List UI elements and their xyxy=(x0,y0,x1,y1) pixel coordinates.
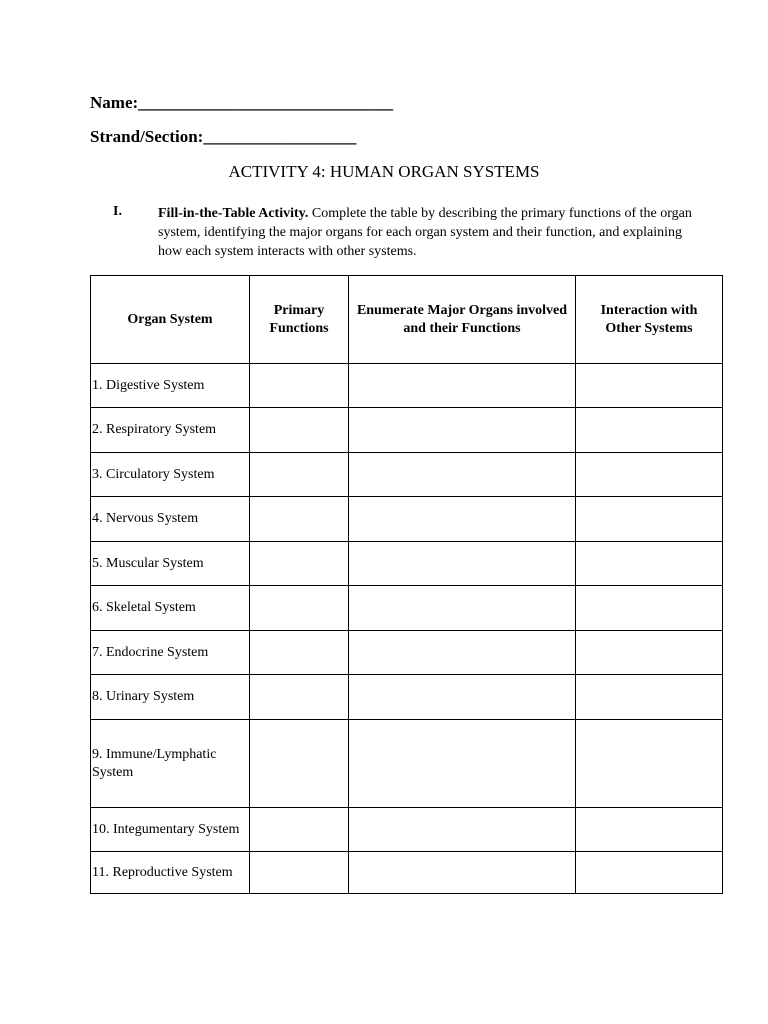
table-row xyxy=(91,808,723,852)
primary-functions-cell[interactable] xyxy=(250,497,349,542)
major-organs-cell[interactable] xyxy=(349,497,576,542)
interaction-cell[interactable] xyxy=(576,675,723,720)
organ-system-cell: 10. Integumentary System xyxy=(91,808,250,852)
organ-system-cell: 2. Respiratory System xyxy=(91,408,250,453)
interaction-cell[interactable] xyxy=(576,852,723,894)
organ-system-cell: 9. Immune/Lymphatic System xyxy=(91,720,250,808)
instruction-text: Complete the table by describing the primary functions of the organ system, identifying the major organs for each organ system and their function, and explaining how each system interacts with other systems. xyxy=(158,206,692,259)
major-organs-cell[interactable] xyxy=(349,852,576,894)
organ-system-cell: 4. Nervous System xyxy=(91,497,250,542)
interaction-cell[interactable] xyxy=(576,720,723,808)
organ-system-cell: 5. Muscular System xyxy=(91,542,250,586)
header-primary-functions: Primary Functions xyxy=(250,276,349,364)
organ-systems-table xyxy=(90,275,723,894)
strand-section-field-label: Strand/Section:__________________ xyxy=(90,127,357,146)
header-organ-system: Organ System xyxy=(91,276,250,364)
header-interaction: Interaction with Other Systems xyxy=(576,276,723,364)
primary-functions-cell[interactable] xyxy=(250,586,349,631)
instruction-number: I. xyxy=(113,204,122,219)
major-organs-cell[interactable] xyxy=(349,808,576,852)
primary-functions-cell[interactable] xyxy=(250,675,349,720)
table-row xyxy=(91,631,723,675)
primary-functions-cell[interactable] xyxy=(250,808,349,852)
table-row xyxy=(91,720,723,808)
interaction-cell[interactable] xyxy=(576,364,723,408)
major-organs-cell[interactable] xyxy=(349,720,576,808)
table-row xyxy=(91,852,723,894)
instruction-heading: Fill-in-the-Table Activity. xyxy=(158,206,309,221)
interaction-cell[interactable] xyxy=(576,586,723,631)
primary-functions-cell[interactable] xyxy=(250,720,349,808)
page-title: ACTIVITY 4: HUMAN ORGAN SYSTEMS xyxy=(228,162,540,181)
instruction-paragraph xyxy=(158,204,693,261)
major-organs-cell[interactable] xyxy=(349,586,576,631)
primary-functions-cell[interactable] xyxy=(250,364,349,408)
major-organs-cell[interactable] xyxy=(349,453,576,497)
primary-functions-cell[interactable] xyxy=(250,542,349,586)
organ-system-cell: 8. Urinary System xyxy=(91,675,250,720)
name-field-label: Name:______________________________ xyxy=(90,93,394,112)
primary-functions-cell[interactable] xyxy=(250,631,349,675)
table-header-row xyxy=(91,276,723,364)
table-row xyxy=(91,364,723,408)
interaction-cell[interactable] xyxy=(576,542,723,586)
table-row xyxy=(91,542,723,586)
primary-functions-cell[interactable] xyxy=(250,453,349,497)
major-organs-cell[interactable] xyxy=(349,675,576,720)
organ-system-cell: 3. Circulatory System xyxy=(91,453,250,497)
primary-functions-cell[interactable] xyxy=(250,852,349,894)
table-row xyxy=(91,408,723,453)
table-row xyxy=(91,675,723,720)
organ-system-cell: 11. Reproductive System xyxy=(91,852,250,894)
organ-system-cell: 1. Digestive System xyxy=(91,364,250,408)
interaction-cell[interactable] xyxy=(576,408,723,453)
table-row xyxy=(91,586,723,631)
major-organs-cell[interactable] xyxy=(349,631,576,675)
header-major-organs: Enumerate Major Organs involved and their Functions xyxy=(349,276,576,364)
organ-system-cell: 7. Endocrine System xyxy=(91,631,250,675)
table-row xyxy=(91,453,723,497)
interaction-cell[interactable] xyxy=(576,808,723,852)
major-organs-cell[interactable] xyxy=(349,364,576,408)
interaction-cell[interactable] xyxy=(576,631,723,675)
organ-system-cell: 6. Skeletal System xyxy=(91,586,250,631)
major-organs-cell[interactable] xyxy=(349,542,576,586)
interaction-cell[interactable] xyxy=(576,497,723,542)
table-row xyxy=(91,497,723,542)
interaction-cell[interactable] xyxy=(576,453,723,497)
primary-functions-cell[interactable] xyxy=(250,408,349,453)
major-organs-cell[interactable] xyxy=(349,408,576,453)
